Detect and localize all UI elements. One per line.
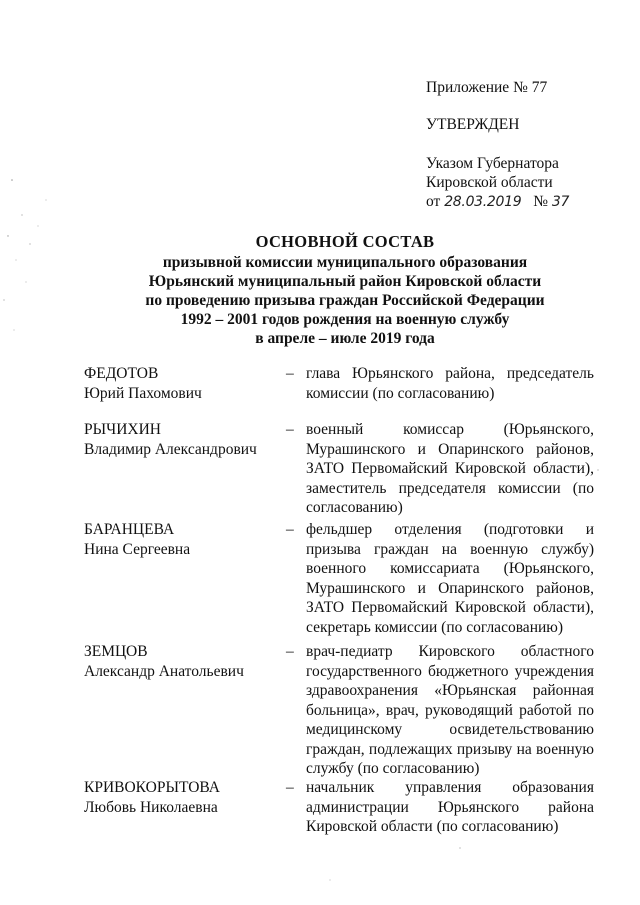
member-name [84, 364, 284, 403]
handwritten-date: 28.03.2019 [444, 194, 522, 210]
member-dash: – [286, 521, 294, 538]
main-title: ОСНОВНОЙ СОСТАВ [255, 232, 435, 251]
title-line: 1992 – 2001 годов рождения на военную службу [180, 311, 510, 328]
date-prefix: от [426, 193, 441, 210]
member-given-name: Нина Сергеевна [84, 540, 191, 558]
member-surname: БАРАНЦЕВА [84, 521, 175, 538]
decree-date-line [426, 192, 569, 212]
member-dash: – [286, 779, 294, 796]
member-dash: – [286, 421, 294, 438]
member-surname: ФЕДОТОВ [84, 365, 159, 382]
title-line: Юрьянский муниципальный район Кировской области [148, 273, 542, 290]
member-surname: ЗЕМЦОВ [84, 643, 148, 660]
member-given-name: Владимир Александрович [84, 440, 257, 458]
approved-label: УТВЕРЖДЕН [426, 116, 520, 133]
decree-line-1: Указом Губернатора [426, 155, 559, 172]
member-dash: – [286, 643, 294, 660]
member-role: врач-педиатр Кировского областного государственного бюджетного учреждения здравоохранения «Юрьянская районная больница», врач, руководящий работой по медицинскому освидетельствованию граждан, подлежащих призыву на военную службу (по согласованию) [306, 643, 594, 777]
member-surname: РЫЧИХИН [84, 421, 161, 438]
member-name [84, 520, 284, 559]
member-given-name: Любовь Николаевна [84, 798, 218, 816]
member-role: глава Юрьянского района, председатель комиссии (по согласованию) [306, 365, 594, 402]
title-line: по проведению призыва граждан Российской Федерации [145, 292, 545, 309]
approval-header [426, 78, 569, 212]
member-name [84, 778, 284, 817]
member-dash: – [286, 365, 294, 382]
title-line: в апреле – июле 2019 года [255, 330, 435, 347]
member-role: начальник управления образования администрации Юрьянского района Кировской области (по согласованию) [306, 779, 594, 835]
member-given-name: Александр Анатольевич [84, 662, 244, 680]
document-title [60, 232, 630, 348]
number-label: № [533, 193, 549, 210]
member-name [84, 642, 284, 681]
handwritten-number: 37 [551, 194, 570, 210]
appendix-label: Приложение № 77 [426, 79, 548, 96]
title-line: призывной комиссии муниципального образования [162, 254, 528, 271]
decree-line-2: Кировской области [426, 174, 553, 191]
member-name [84, 420, 284, 459]
member-role: фельдшер отделения (подготовки и призыва граждан на военную службу) военного комиссариата (Юрьянского, Мурашинского и Опаринского районов, ЗАТО Первомайский Кировской области), секретарь комиссии (по согласованию) [306, 521, 594, 636]
member-role: военный комиссар (Юрьянского, Мурашинского и Опаринского районов, ЗАТО Первомайский Кировской области), заместитель председателя комиссии (по согласованию) [306, 421, 594, 516]
member-given-name: Юрий Пахомович [84, 384, 202, 402]
member-surname: КРИВОКОРЫТОВА [84, 779, 220, 796]
